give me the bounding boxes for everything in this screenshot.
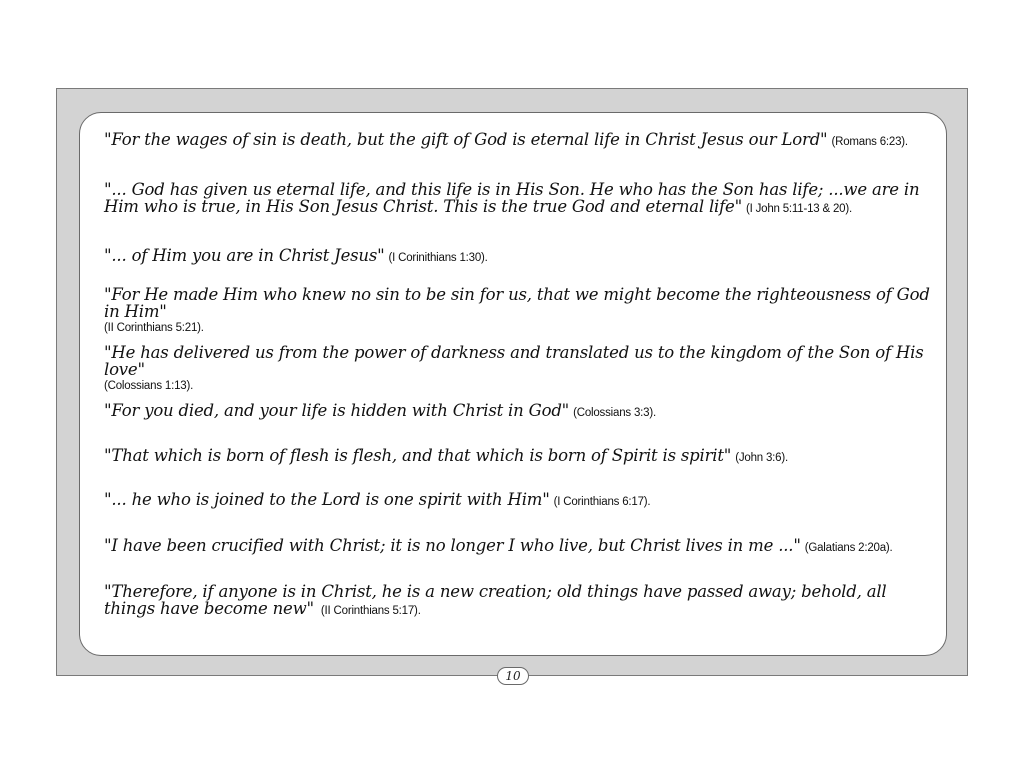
verse-reference: (II Corinthians 5:17). xyxy=(317,605,421,617)
verse-1-john-5-11 xyxy=(104,181,934,218)
verse-1-corinthians-1-30 xyxy=(104,247,934,267)
verse-reference: (Colossians 3:3). xyxy=(573,407,656,419)
verse-reference: (I Corinthians 6:17). xyxy=(553,496,651,508)
verse-reference: (Romans 6:23). xyxy=(831,136,908,148)
verse-text: "For He made Him who knew no sin to be sin for us, that we might become the righteousness of God in Him" xyxy=(104,285,930,321)
verse-text: "He has delivered us from the power of darkness and translated us to the kingdom of the Son of His love" xyxy=(104,343,924,379)
verse-reference: (John 3:6). xyxy=(735,452,788,464)
verse-text: "... of Him you are in Christ Jesus" xyxy=(104,246,385,265)
verse-reference: (Galatians 2:20a). xyxy=(804,542,893,554)
verse-text: "... he who is joined to the Lord is one spirit with Him" xyxy=(104,490,550,509)
verse-2-corinthians-5-17 xyxy=(104,583,934,620)
page-number: 10 xyxy=(497,667,529,685)
verse-colossians-3-3 xyxy=(104,402,934,422)
verse-romans-6-23 xyxy=(104,131,934,151)
verse-reference: (Colossians 1:13). xyxy=(104,380,194,392)
verse-text: "... God has given us eternal life, and this life is in His Son. He who has the Son has life; ...we are in Him who is true, in His Son Jesus Christ. This is the true God and eternal life" xyxy=(104,180,920,216)
verse-galatians-2-20a xyxy=(104,537,934,557)
verse-colossians-1-13 xyxy=(104,344,934,393)
verse-reference: (I John 5:11-13 & 20). xyxy=(745,203,852,215)
verse-1-corinthians-6-17 xyxy=(104,491,934,511)
verse-reference: (I Corinithians 1:30). xyxy=(388,252,488,264)
verse-text: "That which is born of flesh is flesh, and that which is born of Spirit is spirit" xyxy=(104,446,732,465)
verse-john-3-6 xyxy=(104,447,934,467)
verse-text: "Therefore, if anyone is in Christ, he is a new creation; old things have passed away; behold, all things have become new" xyxy=(104,582,887,618)
verse-reference: (II Corinthians 5:21). xyxy=(104,322,204,334)
verse-text: "For you died, and your life is hidden with Christ in God" xyxy=(104,401,570,420)
verse-text: "I have been crucified with Christ; it is no longer I who live, but Christ lives in me ..." xyxy=(104,536,801,555)
verse-2-corinthians-5-21 xyxy=(104,286,934,335)
verse-text: "For the wages of sin is death, but the gift of God is eternal life in Christ Jesus our Lord" xyxy=(104,130,828,149)
